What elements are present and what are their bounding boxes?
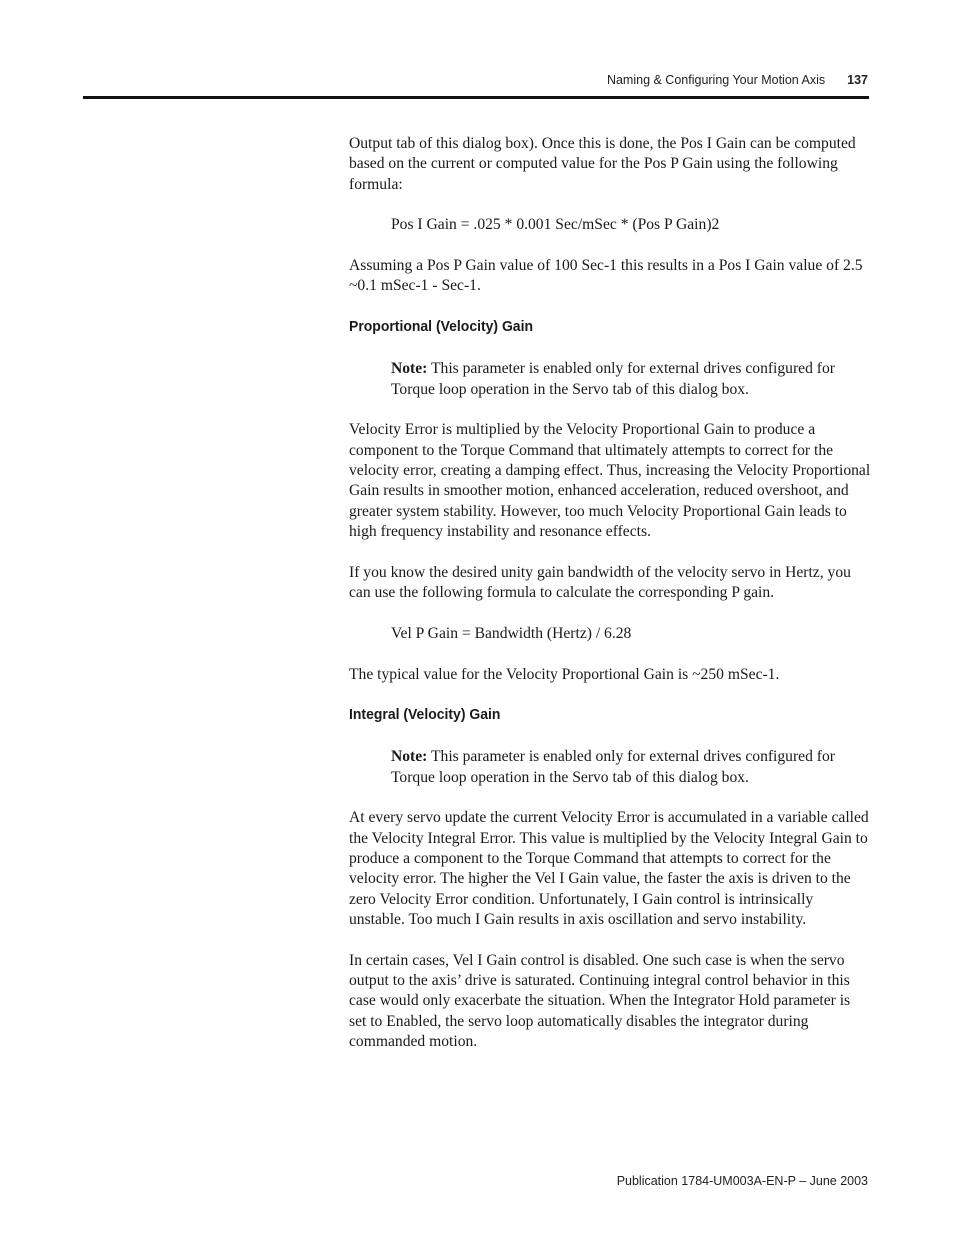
note-integral (391, 747, 871, 788)
note-proportional (391, 359, 871, 400)
note-label: Note: (391, 360, 428, 378)
paragraph-bandwidth: If you know the desired unity gain bandwidth of the velocity servo in Hertz, you can use the following formula to calculate the corresponding P gain. (349, 563, 851, 601)
heading-proportional-velocity-gain: Proportional (Velocity) Gain (349, 318, 533, 336)
paragraph-integrator-hold: In certain cases, Vel I Gain control is disabled. One such case is when the servo output to the axis’ drive is saturated. Continuing integral control behavior in this case would only exacerbate the situation. When the Integrator Hold parameter is set to Enabled, the servo loop automatically disables the integrator during commanded motion. (349, 951, 851, 1050)
paragraph-pos-i-gain-intro: Output tab of this dialog box). Once this is done, the Pos I Gain can be computed based on the current or computed value for the Pos P Gain using the following formula: (349, 135, 856, 193)
paragraph-pos-i-gain-example: Assuming a Pos P Gain value of 100 Sec-1 this results in a Pos I Gain value of 2.5 ~0.1 mSec-1 - Sec-1. (349, 257, 863, 295)
running-header (607, 73, 868, 87)
paragraph-velocity-error: Velocity Error is multiplied by the Velocity Proportional Gain to produce a component to the Torque Command that ultimately attempts to correct for the velocity error, creating a damping effect. Thus, increasing the Velocity Proportional Gain results in smoother motion, enhanced acceleration, reduced overshoot, and greater system stability. However, too much Velocity Proportional Gain leads to high frequency instability and resonance effects. (349, 421, 871, 540)
publication-footer: Publication 1784-UM003A-EN-P – June 2003 (616, 1174, 868, 1188)
header-rule (83, 96, 869, 99)
formula-pos-i-gain: Pos I Gain = .025 * 0.001 Sec/mSec * (Pos P Gain)2 (391, 216, 720, 234)
heading-integral-velocity-gain: Integral (Velocity) Gain (349, 706, 501, 724)
note-text: This parameter is enabled only for external drives configured for Torque loop operation in the Servo tab of this dialog box. (391, 748, 835, 786)
formula-vel-p-gain: Vel P Gain = Bandwidth (Hertz) / 6.28 (391, 624, 632, 642)
paragraph-integral-error: At every servo update the current Velocity Error is accumulated in a variable called the Velocity Integral Error. This value is multiplied by the Velocity Integral Gain to produce a component to the Torque Command that attempts to correct for the velocity error. The higher the Vel I Gain value, the faster the axis is driven to the zero Velocity Error condition. Unfortunately, I Gain control is intrinsically unstable. Too much I Gain results in axis oscillation and servo instability. (349, 809, 869, 928)
note-text: This parameter is enabled only for external drives configured for Torque loop operation in the Servo tab of this dialog box. (391, 360, 835, 398)
section-title: Naming & Configuring Your Motion Axis (606, 73, 826, 87)
page-number: 137 (847, 73, 868, 87)
note-label: Note: (391, 748, 428, 766)
paragraph-typical-value: The typical value for the Velocity Proportional Gain is ~250 mSec-1. (349, 665, 780, 683)
page-content (349, 134, 871, 1073)
